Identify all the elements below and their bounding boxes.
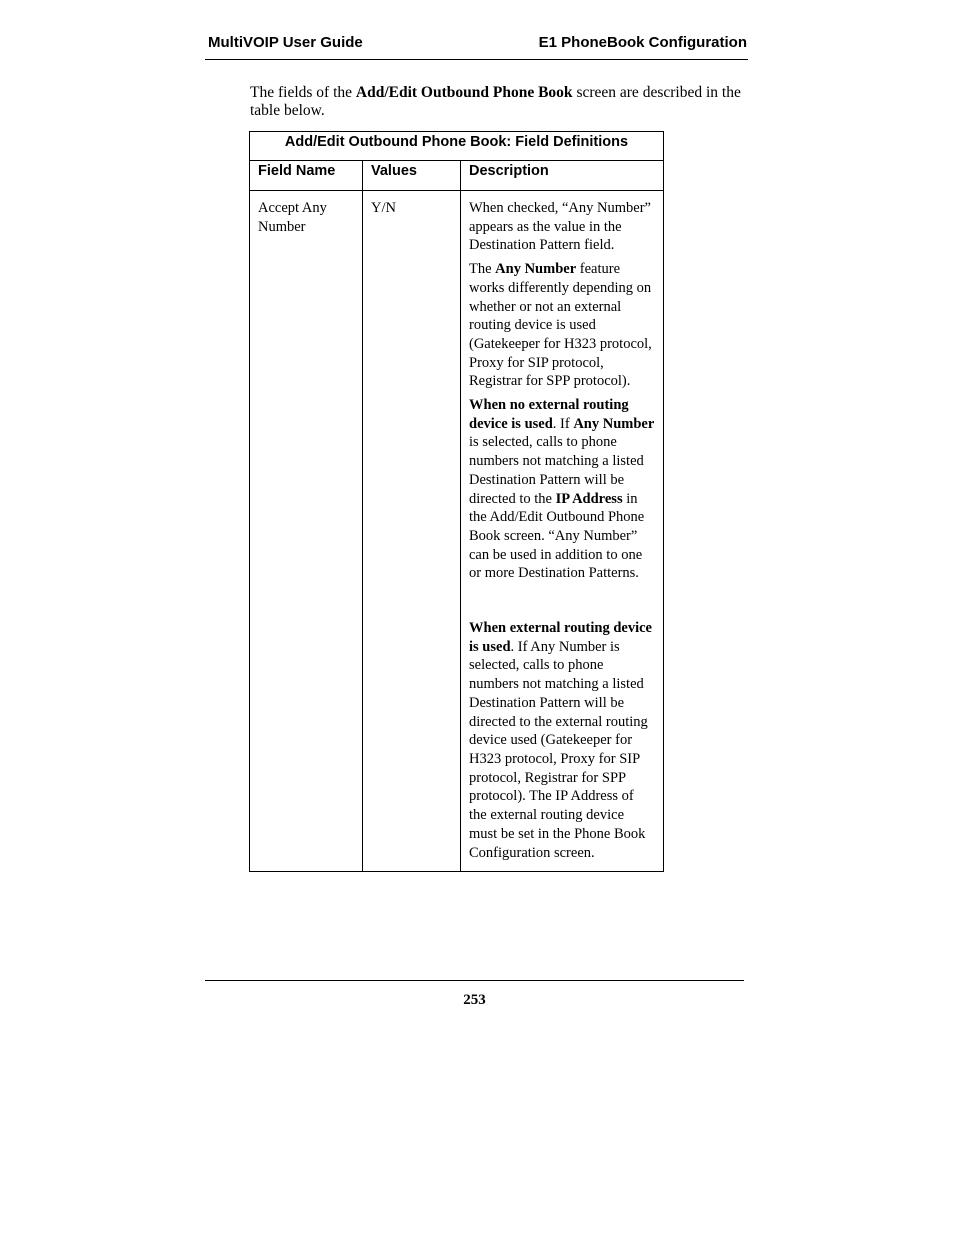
values-cell (363, 191, 461, 872)
p2-text-post: feature works differently depending on whether or not an external routing device is used (Gatekeeper for H323 protocol, Proxy for SIP protocol, Registrar for SPP protocol). (469, 261, 652, 390)
table-title-row (250, 132, 664, 161)
description-paragraph-1: When checked, “Any Number” appears as the value in the Destination Pattern field. (469, 200, 651, 254)
p2-bold-term: Any Number (495, 261, 577, 278)
intro-text-post: screen are described in the table below. (250, 84, 741, 119)
p3-text-1: . If (552, 415, 574, 432)
intro-screen-name: Add/Edit Outbound Phone Book (355, 84, 573, 101)
description-paragraph-4 (469, 619, 655, 862)
table-title: Add/Edit Outbound Phone Book: Field Definitions (250, 132, 664, 161)
column-header-field-name: Field Name (250, 161, 363, 191)
p4-bold-heading: When external routing device is used (469, 620, 652, 655)
intro-paragraph (250, 84, 750, 120)
page-footer (205, 980, 744, 1008)
header-guide-title: MultiVOIP User Guide (208, 34, 363, 51)
field-name-cell (250, 191, 363, 872)
column-header-description: Description (461, 161, 664, 191)
p2-text-pre: The (469, 261, 496, 278)
page-header (205, 33, 748, 60)
description-paragraph-2 (469, 260, 655, 391)
p4-text: . If Any Number is selected, calls to phone numbers not matching a listed Destination Pattern will be directed to the external routing device used (Gatekeeper for H323 protocol, Proxy for SIP protocol, Registrar for SPP protocol). The IP Address of the external routing device must be set in the Phone Book Configuration screen. (469, 638, 648, 861)
p3-text-3: in the Add/Edit Outbound Phone Book screen. “Any Number” can be used in addition to one or more Destination Patterns. (469, 490, 645, 582)
field-definitions-table (249, 131, 664, 872)
column-header-values: Values (363, 161, 461, 191)
p3-bold-term-2: IP Address (555, 490, 623, 507)
description-paragraph-3 (469, 396, 655, 583)
p3-text-2: is selected, calls to phone numbers not matching a listed Destination Pattern will be directed to the (469, 434, 644, 507)
p3-bold-heading: When no external routing device is used (469, 397, 629, 432)
table-header-row (250, 161, 664, 191)
values-text: Y/N (371, 200, 396, 216)
description-cell (461, 191, 664, 872)
header-section-title: E1 PhoneBook Configuration (538, 34, 747, 51)
field-name-text: Accept Any Number (258, 200, 327, 235)
p3-bold-term-1: Any Number (573, 415, 655, 432)
page-number: 253 (463, 992, 486, 1008)
intro-text-pre: The fields of the (250, 84, 356, 101)
table-row (250, 191, 664, 872)
